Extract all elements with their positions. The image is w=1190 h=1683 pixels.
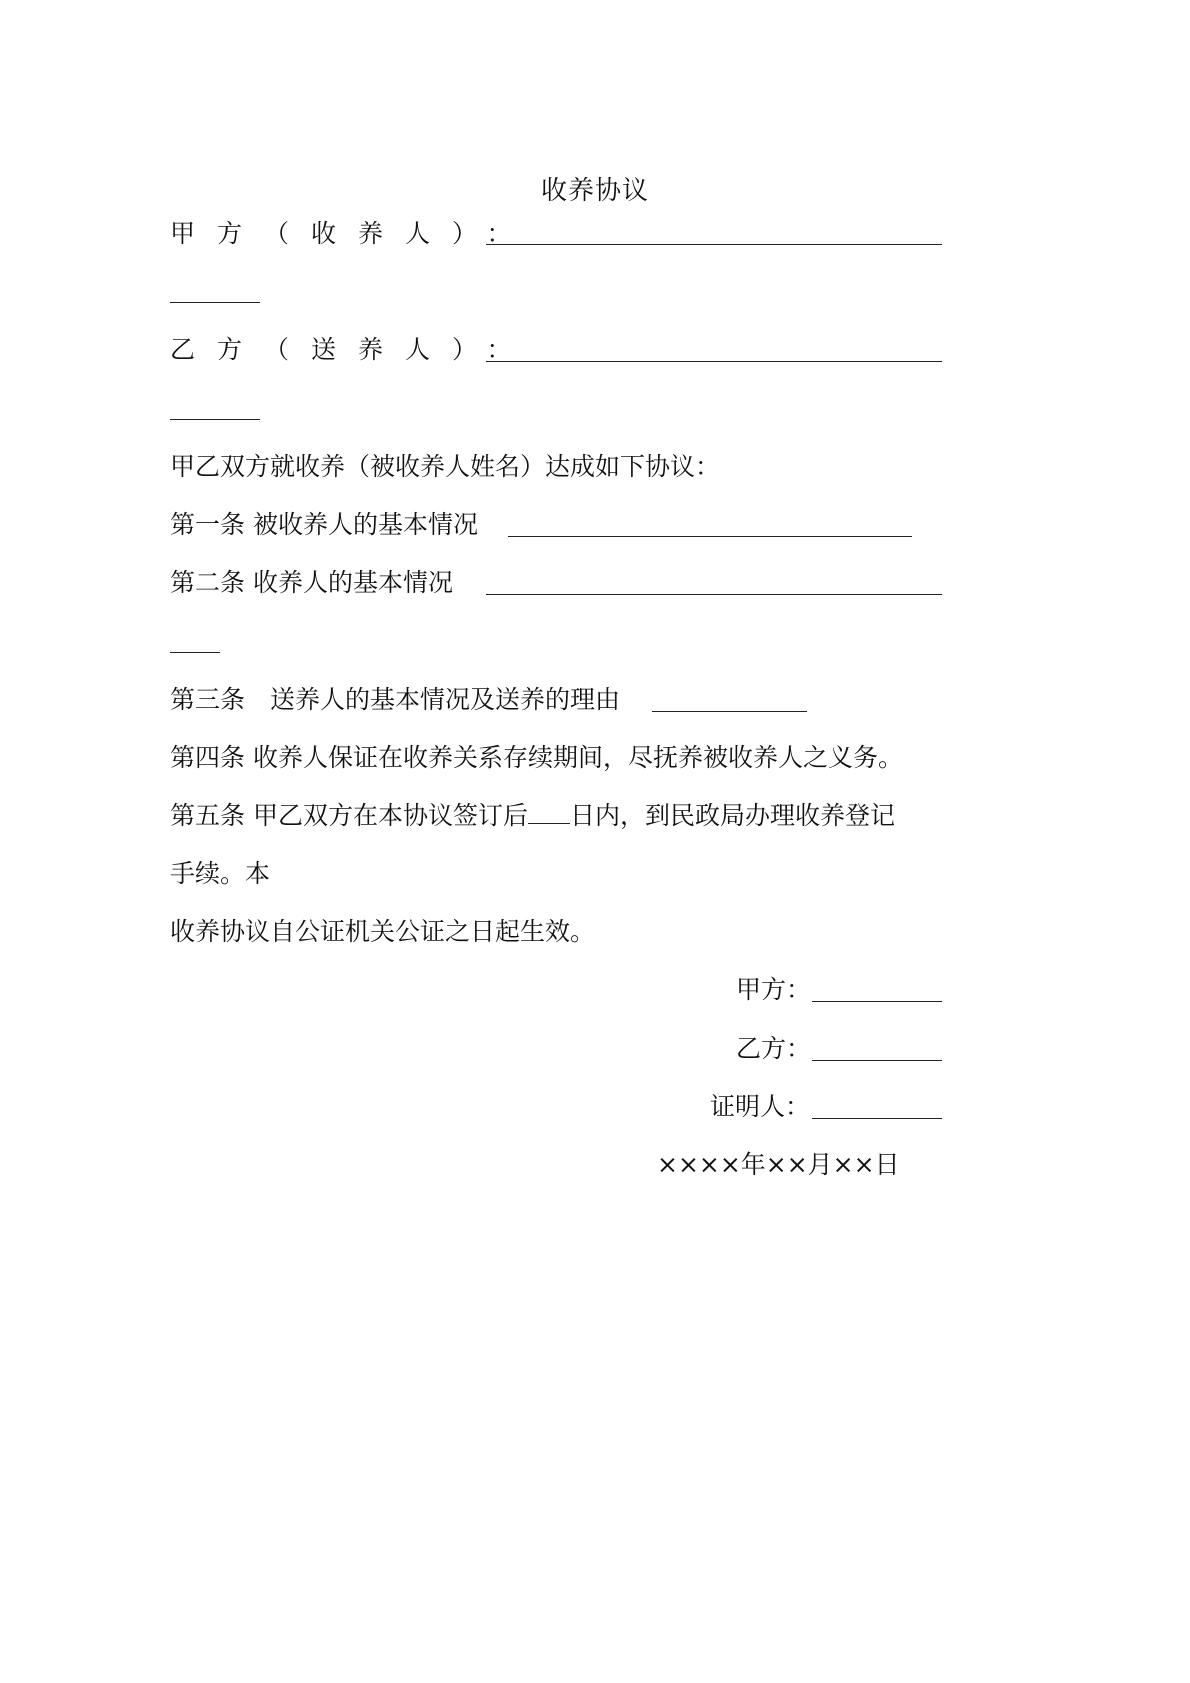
article-2-blank[interactable] (486, 594, 942, 595)
intro-paragraph: 甲乙双方就收养（被收养人姓名）达成如下协议： (170, 452, 721, 481)
party-a-label: 甲方（收养人）： (170, 219, 534, 248)
document-title: 收养协议 (540, 176, 649, 206)
article-3: 第三条 送养人的基本情况及送养的理由 (170, 685, 621, 714)
signature-party-b-blank[interactable] (812, 1060, 942, 1061)
article-2: 第二条 收养人的基本情况 (170, 568, 453, 597)
signature-party-a-blank[interactable] (812, 1001, 942, 1002)
signature-witness-label: 证明人： (710, 1092, 811, 1121)
signature-party-a-label: 甲方： (736, 975, 812, 1004)
article-5-continued: 手续。本 (170, 859, 271, 888)
article-1: 第一条 被收养人的基本情况 (170, 510, 478, 539)
article-4: 第四条 收养人保证在收养关系存续期间，尽抚养被收养人之义务。 (170, 743, 903, 772)
article-1-blank[interactable] (508, 536, 912, 537)
article-5-after-blank: 日内，到民政局办理收养登记 (569, 801, 895, 830)
party-b-blank[interactable] (486, 361, 942, 362)
party-a-blank-cont[interactable] (170, 302, 260, 303)
article-3-blank[interactable] (652, 711, 807, 712)
effect-clause: 收养协议自公证机关公证之日起生效。 (170, 917, 596, 946)
article-2-blank-cont[interactable] (170, 652, 220, 653)
signature-party-b-label: 乙方： (736, 1034, 812, 1063)
party-b-label: 乙方（送养人）： (170, 335, 534, 364)
article-5-before-blank: 第五条 甲乙双方在本协议签订后 (170, 801, 528, 830)
article-5 (170, 801, 895, 831)
party-b-blank-cont[interactable] (170, 419, 260, 420)
party-a-blank[interactable] (486, 244, 942, 245)
article-5-days-blank[interactable] (528, 801, 570, 824)
signature-witness-blank[interactable] (812, 1118, 942, 1119)
signature-date: ××××年××月××日 (657, 1150, 900, 1179)
